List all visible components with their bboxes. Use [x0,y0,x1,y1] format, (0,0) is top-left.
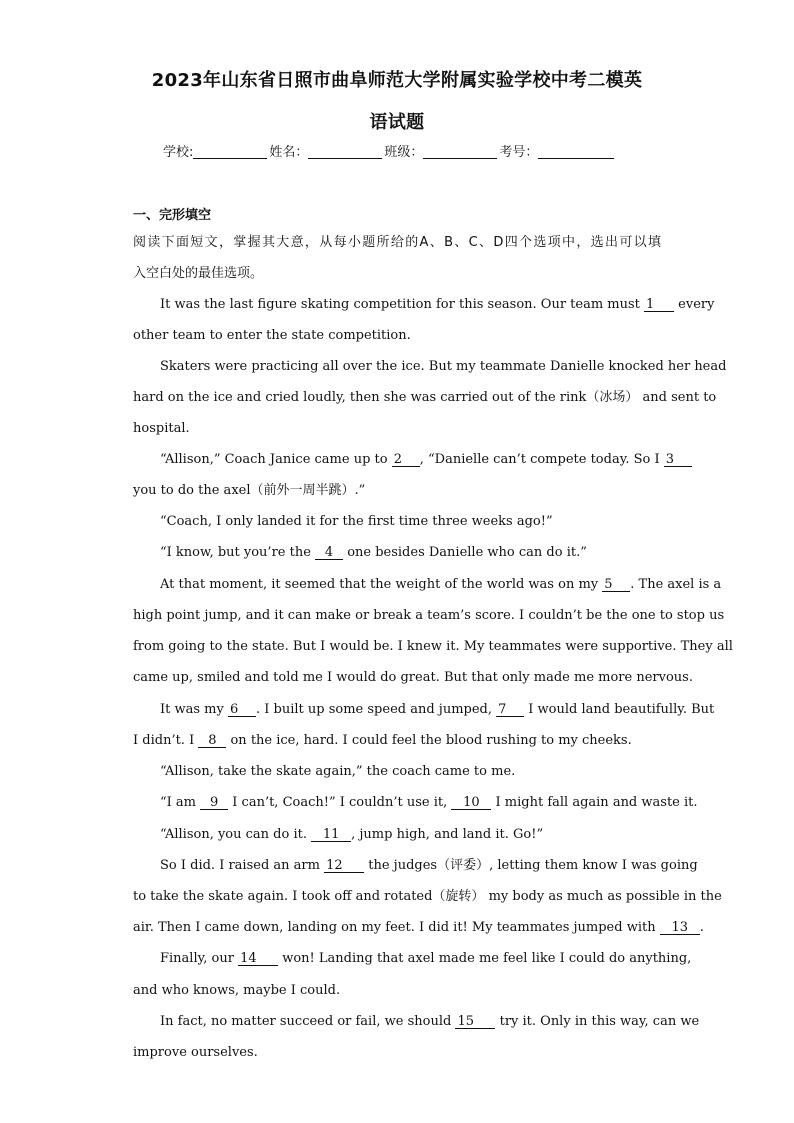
blank-13[interactable]: 13 [660,921,700,935]
passage-line: “Allison, you can do it. 11 , jump high, and land it. Go!” [160,827,544,842]
passage-line: air. Then I came down, landing on my feet. I did it! My teammates jumped with 13 . [133,920,704,935]
passage-line: to take the skate again. I took off and rotated（旋转） my body as much as possible in the [133,889,722,904]
passage-line: came up, smiled and told me I would do great. But that only made me more nervous. [133,670,693,685]
blank-3[interactable]: 3 [664,453,692,467]
student-info-line [163,146,643,159]
page-title-line1: 2023年山东省日照市曲阜师范大学附属实验学校中考二模英 [151,70,643,91]
page-title-line2: 语试题 [369,112,425,133]
blank-2[interactable]: 2 [392,453,420,467]
passage-line: In fact, no matter succeed or fail, we should 15 try it. Only in this way, can we [160,1014,700,1029]
passage-line: It was the last figure skating competition for this season. Our team must 1 every [160,297,715,312]
passage-line: hospital. [133,421,190,436]
passage-line: from going to the state. But I would be. I knew it. My teammates were supportive. They all [133,639,733,654]
school-field[interactable] [193,146,267,159]
passage-line: “Coach, I only landed it for the first time three weeks ago!” [160,514,553,529]
blank-6[interactable]: 6 [228,703,256,717]
blank-5[interactable]: 5 [602,578,630,592]
passage-line: and who knows, maybe I could. [133,983,341,998]
section-heading: 一、完形填空 [133,208,212,223]
passage-line: “Allison, take the skate again,” the coach came to me. [160,764,516,779]
passage-line: Skaters were practicing all over the ice. But my teammate Danielle knocked her head [160,359,727,374]
class-label: 班级： [384,145,424,160]
class-field[interactable] [423,146,497,159]
passage-line: you to do the axel（前外一周半跳）.” [133,483,366,498]
passage-line: Finally, our 14 won! Landing that axel made me feel like I could do anything, [160,951,692,966]
number-field[interactable] [538,146,614,159]
name-field[interactable] [308,146,382,159]
name-label: 姓名： [269,145,309,160]
passage-line: It was my 6 . I built up some speed and jumped, 7 I would land beautifully. But [160,702,715,717]
passage-line: So I did. I raised an arm 12 the judges（评委）, letting them know I was going [160,858,698,873]
blank-12[interactable]: 12 [324,859,364,873]
blank-4[interactable]: 4 [315,546,343,560]
number-label: 考号： [499,145,539,160]
passage-line: At that moment, it seemed that the weight of the world was on my 5 . The axel is a [160,577,722,592]
passage-line: hard on the ice and cried loudly, then she was carried out of the rink（冰场） and sent to [133,390,717,405]
passage-line: “I am 9 I can’t, Coach!” I couldn’t use it, 10 I might fall again and waste it. [160,795,698,810]
blank-10[interactable]: 10 [451,796,491,810]
passage-line: I didn’t. I 8 on the ice, hard. I could feel the blood rushing to my cheeks. [133,733,632,748]
passage-line: other team to enter the state competition. [133,328,411,343]
school-label: 学校: [163,145,194,160]
instruction-line: 入空白处的最佳选项。 [133,266,264,281]
passage-line: high point jump, and it can make or break a team’s score. I couldn’t be the one to stop us [133,608,725,623]
passage-line: “I know, but you’re the 4 one besides Danielle who can do it.” [160,545,587,560]
blank-15[interactable]: 15 [455,1015,495,1029]
instruction-line: 阅读下面短文，掌握其大意，从每小题所给的A、B、C、D四个选项中，选出可以填 [133,235,661,250]
blank-14[interactable]: 14 [238,952,278,966]
blank-7[interactable]: 7 [496,703,524,717]
blank-1[interactable]: 1 [644,298,674,312]
blank-11[interactable]: 11 [311,828,351,842]
blank-9[interactable]: 9 [200,796,228,810]
passage-line: improve ourselves. [133,1045,258,1060]
blank-8[interactable]: 8 [198,734,226,748]
passage-line: “Allison,” Coach Janice came up to 2 , “Danielle can’t compete today. So I 3 [133,453,661,467]
